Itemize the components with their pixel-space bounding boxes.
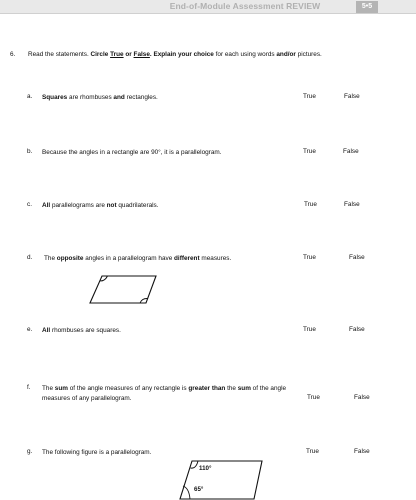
true-option-e[interactable]: True <box>303 326 316 333</box>
quadrilateral-figure-g <box>178 460 268 500</box>
statement-d <box>0 254 416 278</box>
false-option-a[interactable]: False <box>344 93 360 100</box>
statement-text: Squares are rhombuses and rectangles. <box>42 94 158 101</box>
statement-a <box>0 93 416 117</box>
statement-letter: c. <box>27 201 32 208</box>
question-instructions: 6. Read the statements. Circle True or False. Explain your choice for each using words and/or pictures. <box>10 51 322 58</box>
statement-letter: d. <box>27 254 33 261</box>
angle-label-bottom: 65° <box>194 486 204 493</box>
statement-letter: a. <box>27 93 33 100</box>
statement-c <box>0 201 416 225</box>
true-option-f[interactable]: True <box>307 394 320 401</box>
question-number: 6. <box>10 51 16 58</box>
statement-e <box>0 326 416 350</box>
true-option-a[interactable]: True <box>303 93 316 100</box>
true-option-g[interactable]: True <box>306 448 319 455</box>
statement-letter: f. <box>27 384 31 391</box>
statement-text: All rhombuses are squares. <box>42 327 121 334</box>
parallelogram-figure-d <box>88 274 160 306</box>
statement-letter: e. <box>27 326 33 333</box>
statement-letter: g. <box>27 448 33 455</box>
false-option-c[interactable]: False <box>344 201 360 208</box>
false-option-g[interactable]: False <box>354 448 370 455</box>
false-option-b[interactable]: False <box>343 148 359 155</box>
false-option-f[interactable]: False <box>354 394 370 401</box>
angle-label-top: 110° <box>199 465 212 472</box>
true-option-d[interactable]: True <box>303 254 316 261</box>
statement-text: The following figure is a parallelogram. <box>42 449 152 456</box>
statement-text: All parallelograms are not quadrilaterals. <box>42 202 159 209</box>
module-badge: 5•5 <box>356 1 378 13</box>
statement-letter: b. <box>27 148 33 155</box>
false-option-e[interactable]: False <box>349 326 365 333</box>
true-option-c[interactable]: True <box>304 201 317 208</box>
statement-text: The sum of the angle measures of any rectangle is greater than the sum of the angle <box>42 385 287 392</box>
page-header <box>0 0 416 14</box>
statement-text: Because the angles in a rectangle are 90°, it is a parallelogram. <box>42 149 222 156</box>
header-title: End-of-Module Assessment REVIEW <box>169 1 321 11</box>
statement-b <box>0 148 416 172</box>
statement-text-line2: measures of any parallelogram. <box>42 395 132 402</box>
true-option-b[interactable]: True <box>303 148 316 155</box>
statement-text: The opposite angles in a parallelogram have different measures. <box>44 255 232 262</box>
false-option-d[interactable]: False <box>349 254 365 261</box>
statement-f <box>0 384 416 416</box>
